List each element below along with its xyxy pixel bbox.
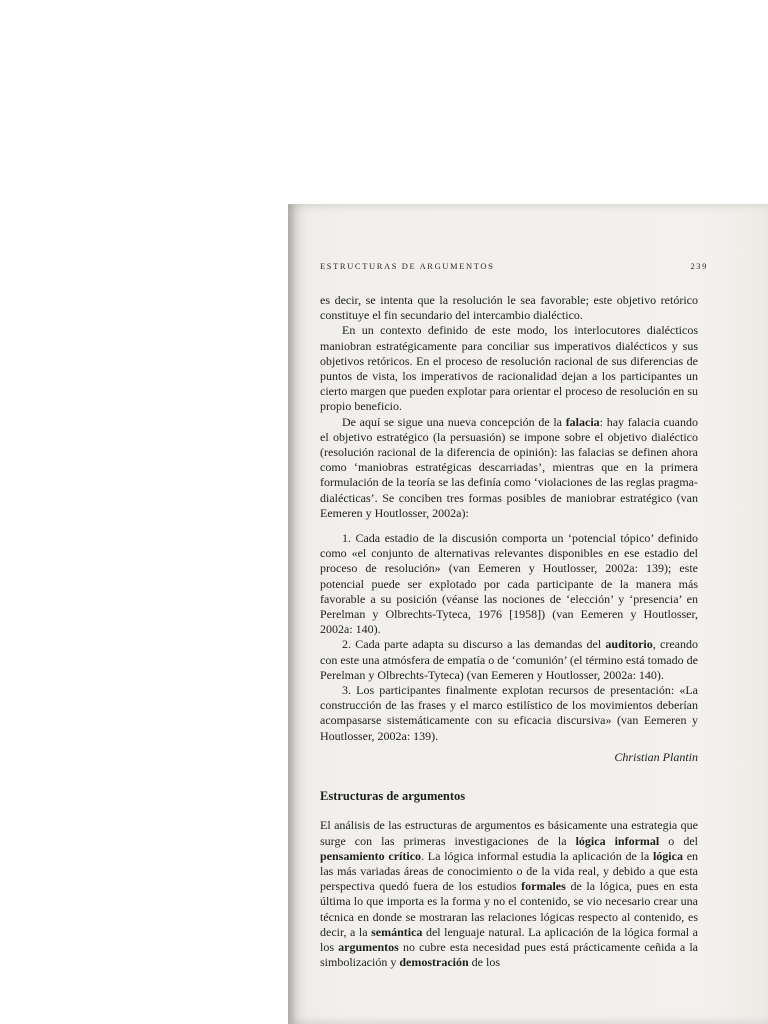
text-span: no cubre esta necesidad pues está prácticamente ceñida a la simbolización y <box>320 939 698 970</box>
paragraph <box>320 818 698 970</box>
text-span: de los <box>468 955 500 970</box>
body-text <box>320 293 698 970</box>
paragraph <box>320 415 698 521</box>
author-signature: Christian Plantin <box>614 749 698 764</box>
bold-term: demostración <box>399 955 469 970</box>
book-page <box>288 204 768 1024</box>
list-item: 1. Cada estadio de la discusión comporta un ‘potencial tópico’ definido como «el conjunto de alternativas relevantes disponibles en ese estadio del proceso de resolución» (van Eemeren y Houtlosser, 2002a: 139); este potencial puede ser explotado por cada participante de la manera más favorable a su posición (véanse las nociones de ‘elección’ y ‘presencia’ en Perelman y Olbrechts-Tyteca, 1976 [1958]) (van Eemeren y Houtlosser, 2002a: 140). <box>320 531 698 637</box>
text-span: 2. Cada parte adapta su discurso a las demandas del <box>342 637 606 652</box>
page-edge-shading <box>710 204 768 1024</box>
page-number: 239 <box>690 261 708 271</box>
list-item: 3. Los participantes finalmente explotan recursos de presentación: «La construcción de las frases y el marco estilístico de los movimientos deberían acompasarse sistemáticamente con su eficacia discursiva» (van Eemeren y Houtlosser, 2002a: 139). <box>320 683 698 743</box>
text-span: El análisis de las estructuras de argumentos es básicamente una estrategia que surge con las primeras investigaciones de la <box>320 818 698 848</box>
paragraph: es decir, se intenta que la resolución le sea favorable; este objetivo retórico constituye el fin secundario del intercambio dialéctico. <box>320 293 698 323</box>
text-span: de la lógica, pues en esta última lo que importa es la forma y no el contenido, se vio necesario crear una técnica en donde se mostraran las relaciones lógicas respecto al contenido, es decir, a la <box>320 879 698 939</box>
bold-term: pensamiento crítico <box>320 848 422 863</box>
text-span: en las más variadas áreas de conocimiento o de la vida real, y debido a que esta perspectiva quedó fuera de los estudios <box>320 848 699 894</box>
text-span: , creando con este una atmósfera de empatía o de ‘comunión’ (el término está tomado de Perelman y Olbrechts-Tyteca) (van Eemeren y Houtlosser, 2002a: 140). <box>320 637 698 682</box>
bold-term-auditorio: auditorio <box>605 637 653 652</box>
bold-term: semántica <box>371 924 423 939</box>
paragraph: En un contexto definido de este modo, los interlocutores dialécticos maniobran estratégicamente para conciliar sus imperativos dialécticos y sus objetivos retóricos. En el proceso de resolución racional de sus diferencias de puntos de vista, los imperativos de racionalidad dejan a los participantes un cierto margen que pueden explotar para orientar el proceso de resolución en su propio beneficio. <box>320 323 698 414</box>
bold-term: argumentos <box>338 939 399 954</box>
list-item <box>320 637 698 683</box>
text-span: De aquí se sigue una nueva concepción de la <box>342 414 566 429</box>
text-span: : hay falacia cuando el objetivo estratégico (la persuasión) se impone sobre el objetivo dialéctico (resolución racional de la diferencia de opinión): las falacias se definen ahora como ‘maniobras estratégicas descarriadas’, mientras que en la primera formulación de la teoría se las definía como ‘violaciones de las reglas pragma-dialécticas’. Se conciben tres formas posibles de maniobrar estratégico (van Eemeren y Houtlosser, 2002a): <box>320 414 699 520</box>
bold-term: formales <box>521 879 566 894</box>
running-head-title: ESTRUCTURAS DE ARGUMENTOS <box>320 261 495 271</box>
running-head <box>320 261 708 271</box>
bold-term: lógica <box>652 848 683 863</box>
bold-term: lógica informal <box>575 833 660 848</box>
section-heading: Estructuras de argumentos <box>320 789 466 804</box>
bold-term-falacia: falacia <box>565 414 600 429</box>
text-span: del lenguaje natural. La aplicación de la lógica formal a los <box>320 924 698 954</box>
text-span: . La lógica informal estudia la aplicación de la <box>421 848 653 863</box>
text-span: o del <box>659 833 698 848</box>
